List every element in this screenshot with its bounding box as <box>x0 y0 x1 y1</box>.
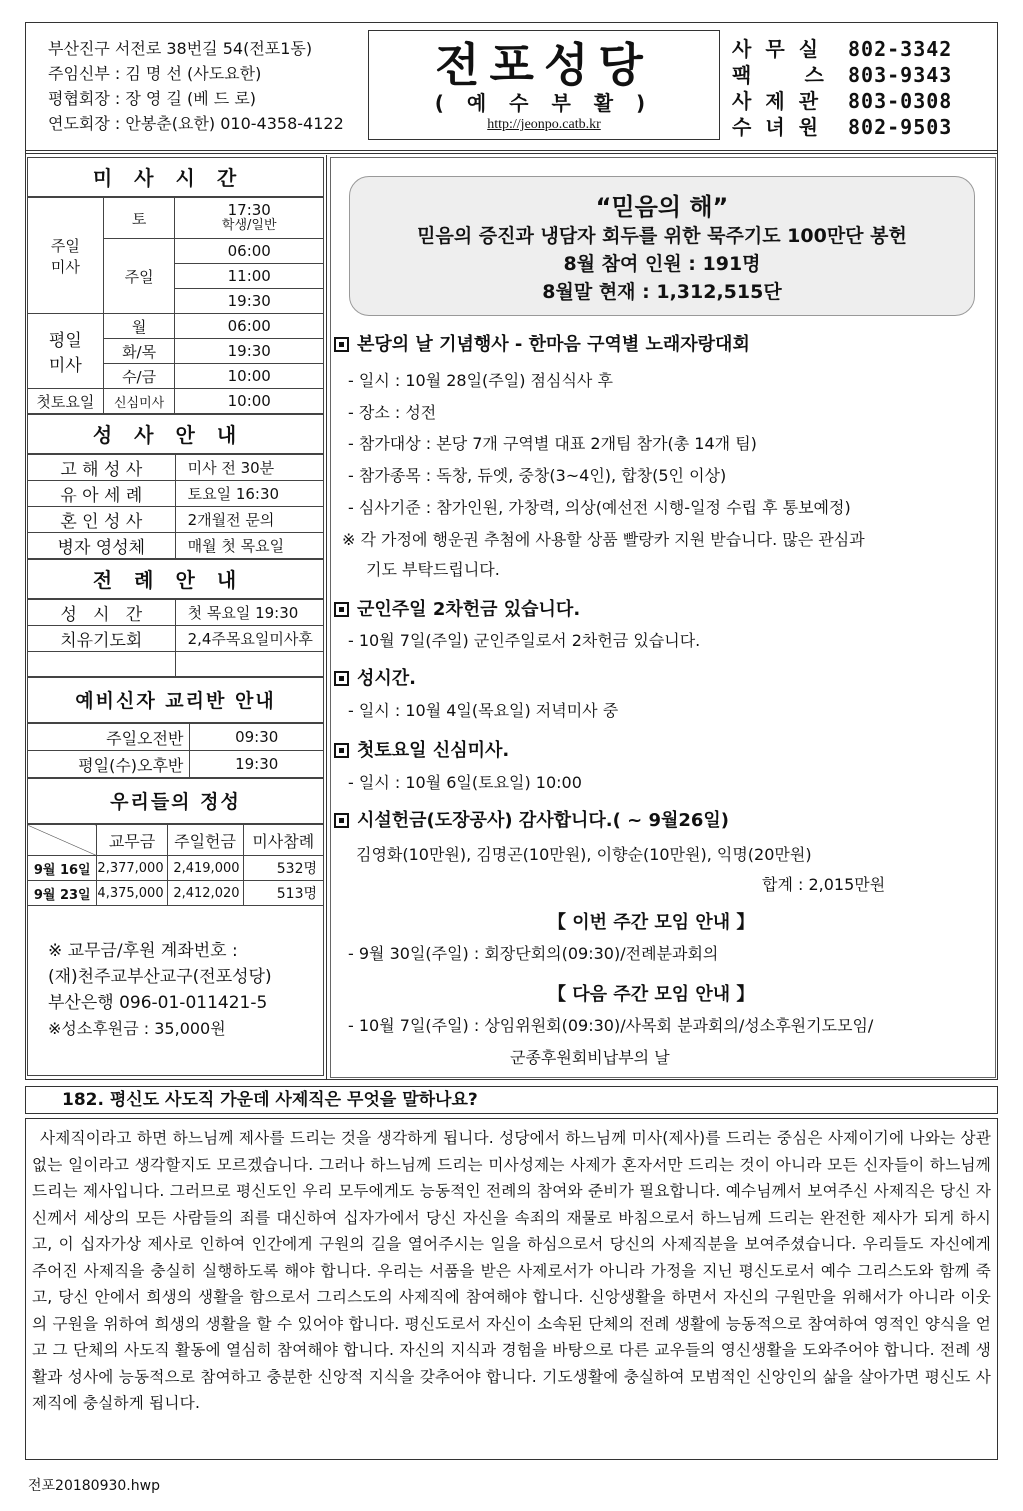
liturgy-value: 첫 목요일 19:30 <box>175 600 323 626</box>
weekday-day-2: 화/목 <box>103 339 175 364</box>
notice-parish-day: 본당의 날 기념행사 - 한마음 구역별 노래자랑대회 <box>334 330 750 356</box>
notice-holy-hour: 성시간. <box>334 664 416 690</box>
notice-line: ※ 각 가정에 행운권 추첨에 사용할 상품 빨랑카 지원 받습니다. 많은 관심과 <box>342 530 865 549</box>
banner-line2: 8월 참여 인원 : 191명 <box>563 253 761 275</box>
sat-time: 17:30 학생/일반 <box>175 198 324 239</box>
liturgy-name: 성 시 간 <box>28 600 176 626</box>
catechumen-time: 09:30 <box>190 724 324 751</box>
square-bullet-icon <box>334 602 349 617</box>
first-sat-name: 신심미사 <box>103 389 175 414</box>
sacraments-title: 성사안내 <box>27 414 324 454</box>
offerings-value: 532명 <box>243 856 323 881</box>
sacraments-table <box>27 454 324 559</box>
contact-office: 사 무 실 802-3342 <box>732 37 953 61</box>
offerings-header: 교무금 <box>97 825 167 856</box>
mass-times-title: 미사시간 <box>27 157 324 197</box>
sacrament-name: 혼 인 성 사 <box>28 507 176 533</box>
sat-label: 토 <box>103 198 175 239</box>
file-name: 전포20180930.hwp <box>28 1478 160 1494</box>
notice-first-saturday: 첫토요일 신심미사. <box>334 736 509 762</box>
weekday-day-3: 수/금 <box>103 364 175 389</box>
sacrament-value: 매월 첫 목요일 <box>175 533 323 559</box>
banner-title: “믿음의 해” <box>595 193 729 221</box>
weekday-time-2: 19:30 <box>175 339 324 364</box>
account-box <box>27 906 324 1076</box>
catechumen-name: 평일(수)오후반 <box>28 751 190 778</box>
offerings-title: 우리들의 정성 <box>27 778 324 824</box>
address: 부산진구 서전로 38번길 54(전포1동) <box>48 39 313 58</box>
left-column <box>27 157 324 1076</box>
sun-time-3: 19:30 <box>175 289 324 314</box>
masthead <box>368 30 720 140</box>
offerings-date: 9월 16일 <box>28 856 97 881</box>
header-divider-2 <box>25 153 998 154</box>
sacrament-value: 미사 전 30분 <box>175 455 323 481</box>
parish-info <box>48 36 344 136</box>
notice-line: - 일시 : 10월 6일(토요일) 10:00 <box>348 773 582 792</box>
sun-time-2: 11:00 <box>175 264 324 289</box>
contact-rectory: 사 제 관 803-0308 <box>732 89 953 113</box>
notice-line: - 일시 : 10월 4일(목요일) 저녁미사 중 <box>348 701 619 720</box>
offerings-date: 9월 23일 <box>28 881 97 906</box>
offerings-value: 2,419,000 <box>167 856 243 881</box>
catechumen-time: 19:30 <box>190 751 324 778</box>
sunday-mass-label: 주일 미사 <box>28 198 104 314</box>
council-president: 평협회장 : 장 영 길 (베 드 로) <box>48 89 257 108</box>
liturgy-empty <box>28 652 176 677</box>
offerings-header: 주일헌금 <box>167 825 243 856</box>
weekday-mass-label: 평일 미사 <box>28 314 104 389</box>
pastor: 주임신부 : 김 명 선 (사도요한) <box>48 64 262 83</box>
contact-list <box>732 36 952 140</box>
notice-line: - 장소 : 성전 <box>348 403 437 422</box>
sacrament-name: 병자 영성체 <box>28 533 176 559</box>
liturgy-value: 2,4주목요일미사후 <box>175 626 323 652</box>
page-subtitle: ( 예 수 부 활 ) <box>434 91 654 115</box>
banner-line3: 8월말 현재 : 1,312,515단 <box>542 281 782 303</box>
weekday-time-1: 06:00 <box>175 314 324 339</box>
notice-line: - 10월 7일(주일) 군인주일로서 2차헌금 있습니다. <box>348 631 701 650</box>
notice-line: - 참가종목 : 독창, 듀엣, 중창(3~4인), 합창(5인 이상) <box>348 466 727 485</box>
catechumen-title: 예비신자 교리반 안내 <box>27 677 324 723</box>
sacrament-name: 고 해 성 사 <box>28 455 176 481</box>
liturgy-name: 치유기도회 <box>28 626 176 652</box>
sun-label: 주일 <box>103 239 175 314</box>
first-sat-label: 첫토요일 <box>28 389 104 414</box>
this-week-title: 【 이번 주간 모임 안내 】 <box>548 912 755 933</box>
liturgy-table <box>27 599 324 677</box>
square-bullet-icon <box>334 337 349 352</box>
offerings-value: 2,377,000 <box>97 856 167 881</box>
offerings-value: 513명 <box>243 881 323 906</box>
column-divider <box>326 155 327 1080</box>
square-bullet-icon <box>334 813 349 828</box>
offerings-table <box>27 824 324 906</box>
notice-line: - 참가대상 : 본당 7개 구역별 대표 2개팀 참가(총 14개 팀) <box>348 434 757 453</box>
notice-facility-donation: 시설헌금(도장공사) 감사합니다.( ~ 9월26일) <box>334 806 729 832</box>
catechism-body <box>25 1118 998 1460</box>
square-bullet-icon <box>334 671 349 686</box>
offerings-value: 4,375,000 <box>97 881 167 906</box>
catechism-title: 182. 평신도 사도직 가운데 사제직은 무엇을 말하나요? <box>25 1086 998 1114</box>
diagonal-cell <box>28 825 97 856</box>
liturgy-title: 전례안내 <box>27 559 324 599</box>
donor-list: 김영화(10만원), 김명곤(10만원), 이향순(10만원), 익명(20만원) <box>356 845 812 864</box>
next-week-line: 군종후원회비납부의 날 <box>510 1048 670 1067</box>
sacrament-value: 2개월전 문의 <box>175 507 323 533</box>
account-title: ※ 교무금/후원 계좌번호 : <box>48 941 238 961</box>
vocation-support: ※성소후원금 : 35,000원 <box>48 1019 226 1038</box>
weekday-day-1: 월 <box>103 314 175 339</box>
contact-fax: 팩 스 803-9343 <box>732 63 953 87</box>
next-week-title: 【 다음 주간 모임 안내 】 <box>548 984 755 1005</box>
next-week-line: - 10월 7일(주일) : 상임위원회(09:30)/사목회 분과회의/성소후원기도모임/ <box>348 1016 874 1035</box>
mass-times-table <box>27 197 324 414</box>
catechumen-name: 주일오전반 <box>28 724 190 751</box>
banner-line1: 믿음의 증진과 냉담자 회두를 위한 묵주기도 100만단 봉헌 <box>417 225 907 247</box>
notice-military-sunday: 군인주일 2차헌금 있습니다. <box>334 595 580 621</box>
liturgy-empty <box>175 652 323 677</box>
first-sat-time: 10:00 <box>175 389 324 414</box>
sacrament-name: 유 아 세 례 <box>28 481 176 507</box>
account-name: (재)천주교부산교구(전포성당) <box>48 967 272 987</box>
offerings-value: 2,412,020 <box>167 881 243 906</box>
weekday-time-3: 10:00 <box>175 364 324 389</box>
faith-year-banner <box>349 176 975 316</box>
sacrament-value: 토요일 16:30 <box>175 481 323 507</box>
sun-time-1: 06:00 <box>175 239 324 264</box>
website-link[interactable]: http://jeonpo.catb.kr <box>487 117 601 132</box>
this-week-line: - 9월 30일(주일) : 회장단회의(09:30)/전례분과회의 <box>348 944 719 963</box>
notice-line: 기도 부탁드립니다. <box>366 560 500 579</box>
catechism-text: 사제직이라고 하면 하느님께 제사를 드리는 것을 생각하게 됩니다. 성당에서 하느님께 미사(제사)를 드리는 중심은 사제이기에 나와는 상관없는 일이라고 생각할지도 모르겠습니다. 그러나 하느님께 드리는 미사성제는 사제가 혼자서만 드리는 것이 아니라 모든 신자들이 하느님께 드리는 제사입니다. 그러므로 평신도인 우리 모두에게도 능동적인 전례의 참여와 준비가 필요합니다. 예수님께서 보여주신 사제직은 당신 자신께서 세상의 모든 사람들의 죄를 대신하여 십자가에서 당신 자신을 속죄의 재물로 바침으로서 하느님께 드리는 완전한 제사가 되게 하시고, 이 십자가상 제사로 인하여 인간에게 구원의 길을 열어주시는 일을 하심으로서 당신의 사제직분을 보여주셨습니다. 우리들도 자신에게 주어진 사제직을 충실히 실행하도록 해야 합니다. 우리는 서품을 받은 사제로서가 아니라 가정을 지닌 평신도로서 예수 그리스도와 함께 죽고, 당신 안에서 희생의 생활을 함으로서 그리스도의 사제직에 참여해야 합니다. 신앙생활을 하면서 자신의 구원만을 위해서가 아니라 이웃의 구원을 위하여 희생의 생활을 할 수 있어야 합니다. 평신도로서 자신이 소속된 단체의 전례 생활에 능동적으로 참여하여 영적인 양식을 얻고 그 단체의 사도직 활동에 열심히 참여해야 합니다. 자신의 지식과 경험을 바탕으로 다른 교우들의 영신생활을 도와주어야 합니다. 전례 생활과 성사에 능동적으로 참여하고 충분한 신앙적 지식을 갖추어야 합니다. 기도생활에 충실하여 모범적인 신앙인의 삶을 살아가면 평신도 사제직에 충실하게 됩니다. <box>32 1129 991 1412</box>
catechumen-table <box>27 723 324 778</box>
contact-convent: 수 녀 원 802-9503 <box>732 115 953 139</box>
prayer-chair: 연도회장 : 안봉춘(요한) 010-4358-4122 <box>48 114 344 133</box>
notice-line: - 일시 : 10월 28일(주일) 점심식사 후 <box>348 371 613 390</box>
header-divider <box>25 150 998 151</box>
donation-total: 합계 : 2,015만원 <box>762 875 886 894</box>
account-number: 부산은행 096-01-011421-5 <box>48 993 268 1013</box>
square-bullet-icon <box>334 743 349 758</box>
page-title: 전포성당 <box>435 38 653 92</box>
notice-line: - 심사기준 : 참가인원, 가창력, 의상(예선전 시행-일정 수립 후 통보예정) <box>348 498 851 517</box>
offerings-header: 미사참례 <box>243 825 323 856</box>
